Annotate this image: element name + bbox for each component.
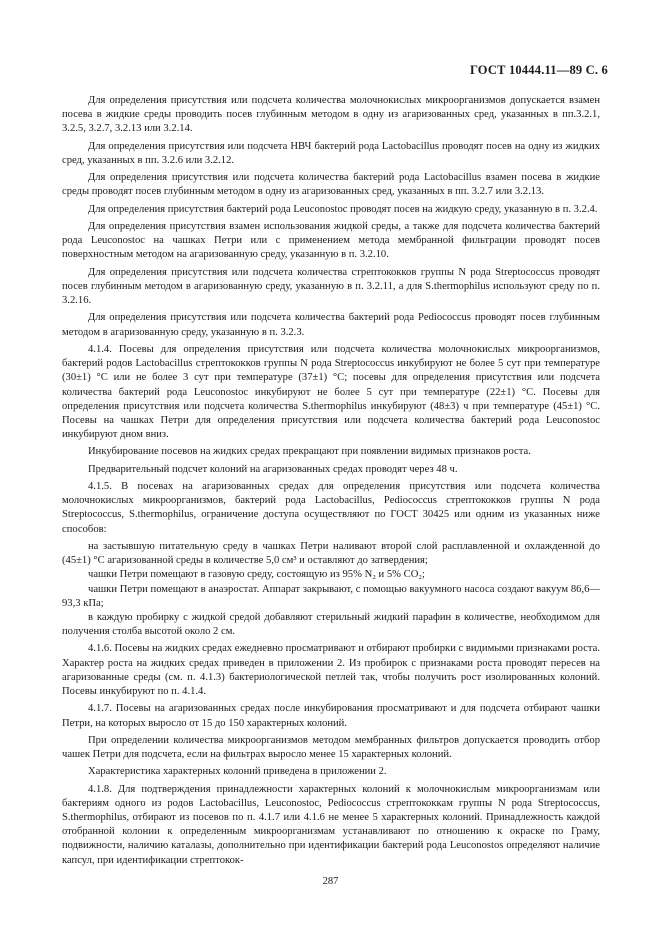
paragraph: на застывшую питательную среду в чашках Петри наливают второй слой расплавленной и охлажденной до (45±1) °С агаризованной среды в количестве 5,0 см³ и оставляют до затвердения; (62, 540, 600, 567)
paragraph: Для определения присутствия или подсчета количества стрептококков группы N рода Streptococcus проводят посев глубинным методом в агаризованную среду, указанную в п. 3.2.11, а для S.thermophilus используют среду по п. 3.2.16. (62, 266, 600, 307)
paragraph: 4.1.4. Посевы для определения присутствия или подсчета количества молочнокислых микроорганизмов, бактерий родов Lactobacillus стрептококков группы N рода Streptococcus инкубируют не более 5 сут при температуре (30±1) °С или не более 3 сут при температуре (37±1) °С; посевы для определения присутствия или подсчета количества бактерий рода Leuconostoc инкубируют не более 5 сут при температуре (22±1) °С. Посевы для определения присутствия или подсчета количества S.thermophilus инкубируют (48±3) ч при температуре (45±1) °С. Посевы на чашках Петри для определения присутствия или подсчета количества бактерий рода Leuconostoc инкубируют дном вниз. (62, 343, 600, 441)
document-body (62, 94, 600, 871)
paragraph: Для определения присутствия или подсчета количества молочнокислых микроорганизмов допускается взамен посева в жидкие среды проводить посев глубинным методом в одну из агаризованных сред, указанных в пп.3.2.1, 3.2.5, 3.2.7, 3.2.13 или 3.2.14. (62, 95, 600, 135)
paragraph: 4.1.8. Для подтверждения принадлежности характерных колоний к молочнокислым микроорганизмам или бактериям одного из родов Lactobacillus, Leuconostoc, Pediococcus стрептококкам группы N рода Streptococcus, S.thermophilus, отбирают из посевов по п. 4.1.7 или 4.1.6 не менее 5 характерных колоний. Принадлежность каждой отобранной колонии к определенным микроорганизмам устанавливают по отношению к окраске по Граму, подвижности, наличию каталазы, дополнительно при идентификации бактерий рода Leuconostos определяют наличие капсул, при идентификации стрептокок- (62, 783, 600, 866)
paragraph: Инкубирование посевов на жидких средах прекращают при появлении видимых признаков роста. (88, 446, 531, 458)
paragraph: чашки Петри помещают в анаэростат. Аппарат закрывают, с помощью вакуумного насоса создают вакуум 86,6—93,3 кПа; (62, 583, 600, 609)
paragraph: Для определения присутствия или подсчета количества бактерий рода Pediococcus проводят посев глубинным методом в агаризованную среду, указанную в п. 3.2.3. (62, 312, 600, 338)
paragraph: 4.1.7. Посевы на агаризованных средах после инкубирования просматривают и для подсчета отбирают чашки Петри, на которых выросло от 15 до 150 характерных колоний. (62, 703, 600, 729)
paragraph: Для определения присутствия бактерий рода Leuconostoc проводят посев на жидкую среду, указанную в п. 3.2.4. (88, 203, 598, 215)
page-number: 287 (322, 876, 339, 887)
paragraph: 4.1.5. В посевах на агаризованных средах для определения присутствия или подсчета количества молочнокислых микроорганизмов, бактерий рода Lactobacillus, Pediococcus стрептококков группы N рода Streptococcus, S.thermophilus, ограничение доступа осуществляют по ГОСТ 30425 или одним из указанных ниже способов: (62, 481, 600, 535)
page-header: ГОСТ 10444.11—89 С. 6 (469, 63, 608, 77)
paragraph: 4.1.6. Посевы на жидких средах ежедневно просматривают и отбирают пробирки с видимыми признаками роста. Характер роста на жидких средах приведен в приложении 2. Из пробирок с признаками роста проводят пересев на агаризованные среды (см. п. 4.1.3) бактериологической петлей так, чтобы получить рост изолированных колоний. Посевы инкубируют по п. 4.1.4. (62, 643, 601, 698)
paragraph: Предварительный подсчет колоний на агаризованных средах проводят через 48 ч. (88, 463, 458, 475)
paragraph: Для определения присутствия или подсчета количества бактерий рода Lactobacillus взамен посева в жидкие среды проводят посев глубинным методом в одну из агаризованных сред, указанных в пп. 3.2.7 или 3.2.13. (62, 172, 600, 198)
paragraph: Характеристика характерных колоний приведена в приложении 2. (88, 766, 387, 778)
paragraph: Для определения присутствия или подсчета НВЧ бактерий рода Lactobacillus проводят посев на одну из жидких сред, указанных в пп. 3.2.6 или 3.2.12. (62, 140, 600, 166)
paragraph: При определении количества микроорганизмов методом мембранных фильтров допускается проводить отбор чашек Петри для подсчета, если на фильтрах выросло менее 15 характерных колоний. (62, 734, 600, 761)
paragraph: чашки Петри помещают в газовую среду, состоящую из 95% N₂ и 5% CO₂; (88, 569, 426, 581)
paragraph: Для определения присутствия взамен использования жидкой среды, а также для подсчета количества бактерий рода Leuconostoc на чашках Петри или с применением метода мембранной фильтрации проводят посев поверхностным методом на агаризованную среду, указанную в п. 3.2.10. (62, 221, 600, 261)
paragraph: в каждую пробирку с жидкой средой добавляют стерильный жидкий парафин в количестве, необходимом для получения столба высотой около 2 см. (62, 611, 600, 638)
